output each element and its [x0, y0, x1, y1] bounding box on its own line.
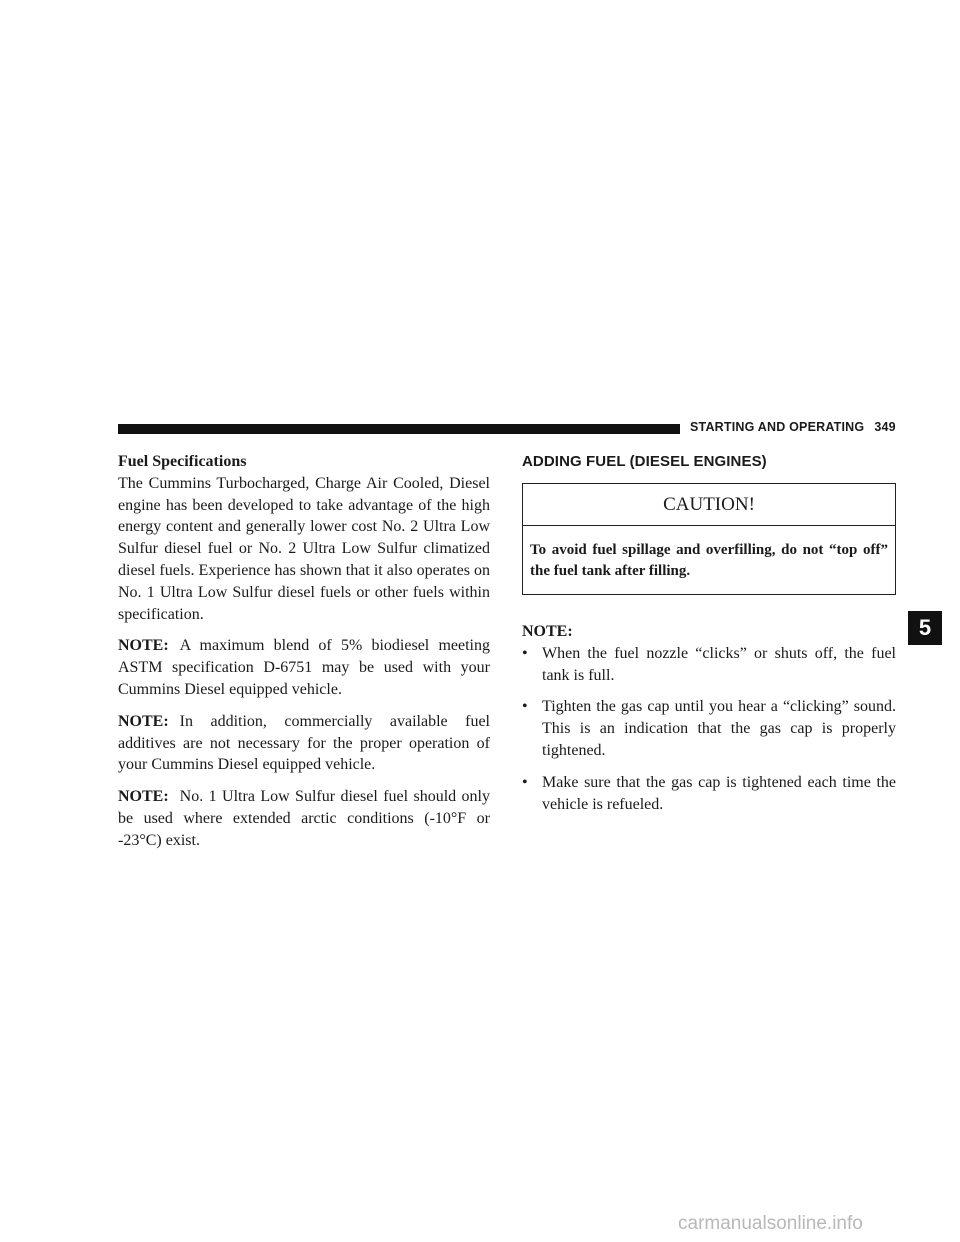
note-text: In addition, commercially available fuel additives are not necessary for the proper operation of your Cummins Diesel equipped vehicle. — [118, 712, 490, 774]
note-label: NOTE: — [118, 712, 169, 730]
right-column — [522, 451, 896, 825]
fuel-specifications-heading: Fuel Specifications — [118, 453, 247, 470]
list-item — [522, 696, 896, 761]
list-item — [522, 643, 896, 687]
caution-title: CAUTION! — [523, 484, 895, 526]
note-arctic — [118, 786, 490, 851]
note-text: A maximum blend of 5% biodiesel meeting ASTM specification D-6751 may be used with your Cummins Diesel equipped vehicle. — [118, 637, 490, 698]
list-item-text: When the fuel nozzle “clicks” or shuts off, the fuel tank is full. — [542, 644, 896, 684]
list-item — [522, 772, 896, 816]
watermark: carmanualsonline.info — [678, 1213, 863, 1234]
fuel-specifications-text: The Cummins Turbocharged, Charge Air Cooled, Diesel engine has been developed to take advantage of the high energy content and generally lower cost No. 2 Ultra Low Sulfur diesel fuel or No. 2 Ultra Low Sulfur climatized diesel fuels. Experience has shown that it also operates on No. 1 Ultra Low Sulfur diesel fuels or other fuels within specification. — [118, 474, 490, 623]
chapter-tab: 5 — [908, 611, 942, 645]
list-item-text: Make sure that the gas cap is tightened each time the vehicle is refueled. — [542, 773, 896, 813]
note-additives — [118, 711, 490, 776]
running-header — [690, 420, 896, 434]
bullet-icon: • — [522, 698, 528, 716]
left-column — [118, 451, 490, 862]
note-heading: NOTE: — [522, 623, 573, 640]
caution-text: To avoid fuel spillage and overfilling, do not “top off” the fuel tank after filling. — [530, 542, 888, 579]
note-biodiesel — [118, 635, 490, 700]
caution-box — [522, 483, 896, 595]
note-text: No. 1 Ultra Low Sulfur diesel fuel should only be used where extended arctic conditions (-10°F or -23°C) exist. — [118, 788, 490, 849]
adding-fuel-heading: ADDING FUEL (DIESEL ENGINES) — [522, 453, 767, 470]
page-number: 349 — [874, 420, 896, 434]
bullet-icon: • — [522, 644, 528, 662]
note-label: NOTE: — [118, 788, 169, 806]
bullet-icon: • — [522, 773, 528, 791]
note-label: NOTE: — [118, 637, 169, 655]
section-title: STARTING AND OPERATING — [690, 420, 865, 434]
note-bullet-list — [522, 643, 896, 816]
list-item-text: Tighten the gas cap until you hear a “clicking” sound. This is an indication that the gas cap is properly tightened. — [542, 698, 896, 759]
header-rule — [118, 424, 680, 434]
